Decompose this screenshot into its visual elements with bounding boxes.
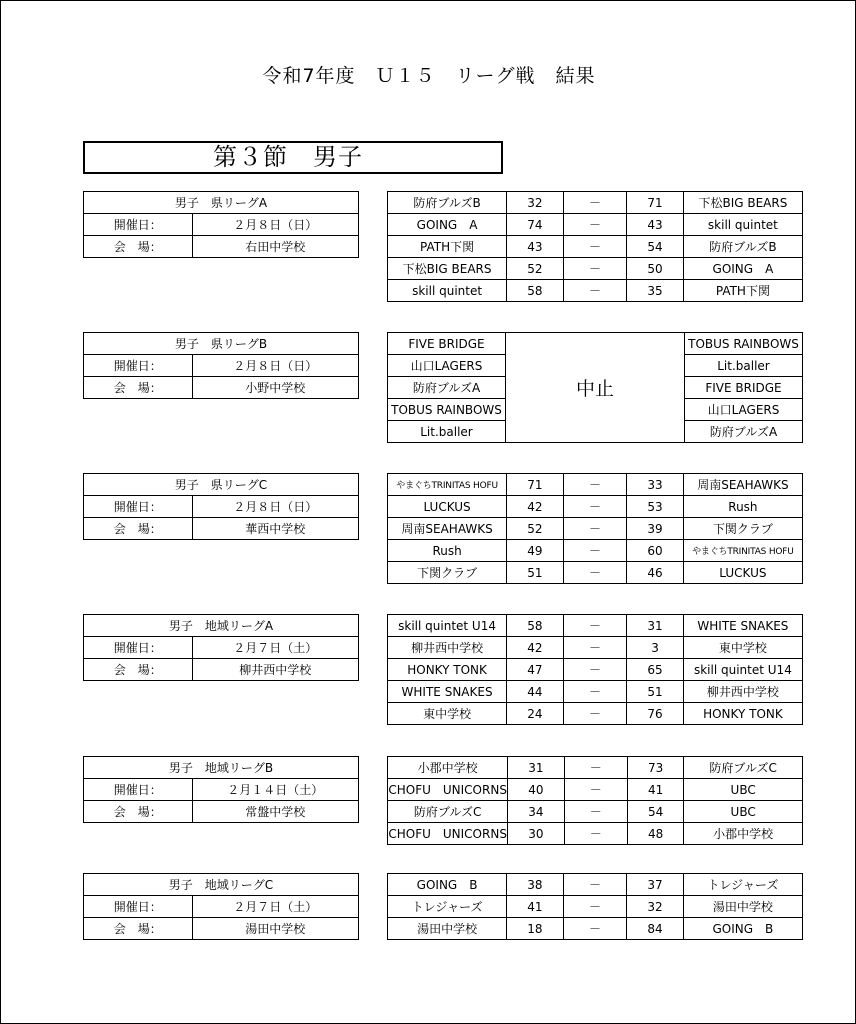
away-score: 71 — [627, 192, 684, 214]
away-team: GOING A — [683, 258, 802, 280]
away-score: 51 — [627, 681, 684, 703]
home-score: 52 — [507, 258, 564, 280]
league-info-table — [83, 756, 359, 823]
match-row — [388, 496, 803, 518]
away-score: 41 — [627, 779, 683, 801]
home-team: 湯田中学校 — [388, 918, 507, 940]
league-results-table — [387, 332, 803, 443]
away-team: 山口LAGERS — [685, 399, 803, 421]
league-venue: 右田中学校 — [192, 236, 358, 258]
away-score: 35 — [627, 280, 684, 302]
date-label: 開催日： — [84, 355, 193, 377]
home-team: 山口LAGERS — [388, 355, 506, 377]
match-row — [388, 518, 803, 540]
date-label: 開催日： — [84, 214, 193, 236]
away-score: 60 — [627, 540, 684, 562]
league-info-table — [83, 873, 359, 940]
home-score: 43 — [507, 236, 564, 258]
match-row — [388, 540, 803, 562]
away-team: Rush — [683, 496, 802, 518]
document-title: 令和7年度 Ｕ１５ リーグ戦 結果 — [262, 65, 596, 87]
date-label: 開催日： — [84, 496, 193, 518]
league-date: ２月８日（日） — [192, 214, 358, 236]
home-team: Lit.baller — [388, 421, 506, 443]
match-row — [388, 615, 803, 637]
league-date: ２月７日（土） — [192, 637, 358, 659]
away-score: 65 — [627, 659, 684, 681]
league-name: 男子 地域リーグA — [84, 615, 359, 637]
away-team: 下関クラブ — [683, 518, 802, 540]
league-venue: 小野中学校 — [192, 377, 358, 399]
away-team: 周南SEAHAWKS — [683, 474, 802, 496]
home-team: FIVE BRIDGE — [388, 333, 506, 355]
venue-label: 会 場： — [84, 377, 193, 399]
score-dash: － — [563, 874, 627, 896]
match-row — [388, 637, 803, 659]
score-dash: － — [564, 757, 627, 779]
match-row — [388, 874, 803, 896]
away-score: 33 — [627, 474, 684, 496]
away-score: 37 — [627, 874, 684, 896]
league-date: ２月８日（日） — [192, 496, 358, 518]
score-dash: － — [563, 236, 627, 258]
home-team: WHITE SNAKES — [388, 681, 507, 703]
home-team: 小郡中学校 — [388, 757, 508, 779]
home-team: skill quintet U14 — [388, 615, 507, 637]
away-team: 防府ブルズC — [684, 757, 803, 779]
home-score: 74 — [507, 214, 564, 236]
away-score: 76 — [627, 703, 684, 725]
league-date: ２月７日（土） — [192, 896, 358, 918]
date-label: 開催日： — [84, 779, 193, 801]
score-dash: － — [563, 192, 627, 214]
score-dash: － — [563, 280, 627, 302]
away-team: GOING B — [683, 918, 802, 940]
away-score: 32 — [627, 896, 684, 918]
away-team: 東中学校 — [683, 637, 802, 659]
score-dash: － — [563, 214, 627, 236]
score-dash: － — [563, 659, 627, 681]
away-team: 湯田中学校 — [683, 896, 802, 918]
league-name: 男子 県リーグB — [84, 333, 359, 355]
home-score: 41 — [507, 896, 564, 918]
match-row — [388, 474, 803, 496]
score-dash: － — [563, 518, 627, 540]
match-row — [388, 562, 803, 584]
league-results-table — [387, 756, 803, 845]
league-name: 男子 地域リーグC — [84, 874, 359, 896]
home-score: 38 — [507, 874, 564, 896]
league-info-table — [83, 191, 359, 258]
league-name: 男子 県リーグA — [84, 192, 359, 214]
home-team: CHOFU UNICORNS — [388, 779, 508, 801]
score-dash: － — [563, 496, 627, 518]
away-score: 54 — [627, 236, 684, 258]
venue-label: 会 場： — [84, 659, 193, 681]
cancelled-label: 中止 — [506, 333, 685, 443]
home-score: 34 — [508, 801, 564, 823]
away-team: UBC — [684, 801, 803, 823]
league-venue: 華西中学校 — [192, 518, 358, 540]
match-row — [388, 801, 803, 823]
match-row — [388, 681, 803, 703]
home-team: CHOFU UNICORNS — [388, 823, 508, 845]
away-score: 50 — [627, 258, 684, 280]
home-score: 52 — [507, 518, 564, 540]
venue-label: 会 場： — [84, 236, 193, 258]
away-team: 防府ブルズA — [685, 421, 803, 443]
match-row — [388, 214, 803, 236]
home-score: 31 — [508, 757, 564, 779]
away-team: LUCKUS — [683, 562, 802, 584]
league-results-table — [387, 873, 803, 940]
league-results-table — [387, 614, 803, 725]
match-row — [388, 280, 803, 302]
away-team: 防府ブルズB — [683, 236, 802, 258]
match-row — [388, 779, 803, 801]
away-team: 下松BIG BEARS — [683, 192, 802, 214]
match-row — [388, 703, 803, 725]
league-date: ２月１４日（土） — [192, 779, 358, 801]
home-score: 51 — [507, 562, 564, 584]
away-team: 小郡中学校 — [684, 823, 803, 845]
home-score: 49 — [507, 540, 564, 562]
away-score: 43 — [627, 214, 684, 236]
away-team: TOBUS RAINBOWS — [685, 333, 803, 355]
score-dash: － — [563, 474, 627, 496]
score-dash: － — [563, 703, 627, 725]
away-team: WHITE SNAKES — [683, 615, 802, 637]
score-dash: － — [563, 562, 627, 584]
score-dash: － — [563, 540, 627, 562]
away-team: HONKY TONK — [683, 703, 802, 725]
league-name: 男子 県リーグC — [84, 474, 359, 496]
match-row — [388, 659, 803, 681]
score-dash: － — [563, 615, 627, 637]
away-team: FIVE BRIDGE — [685, 377, 803, 399]
away-team: トレジャーズ — [683, 874, 802, 896]
home-score: 71 — [507, 474, 564, 496]
match-row — [388, 918, 803, 940]
home-team: TOBUS RAINBOWS — [388, 399, 506, 421]
away-team: Lit.baller — [685, 355, 803, 377]
league-info-table — [83, 614, 359, 681]
score-dash: － — [564, 823, 627, 845]
away-team: 柳井西中学校 — [683, 681, 802, 703]
home-score: 44 — [507, 681, 564, 703]
score-dash: － — [564, 801, 627, 823]
score-dash: － — [563, 258, 627, 280]
home-score: 42 — [507, 637, 564, 659]
venue-label: 会 場： — [84, 918, 193, 940]
home-score: 32 — [507, 192, 564, 214]
home-score: 24 — [507, 703, 564, 725]
league-venue: 柳井西中学校 — [192, 659, 358, 681]
home-team: 東中学校 — [388, 703, 507, 725]
away-score: 53 — [627, 496, 684, 518]
venue-label: 会 場： — [84, 518, 193, 540]
home-team: HONKY TONK — [388, 659, 507, 681]
home-score: 40 — [508, 779, 564, 801]
home-score: 30 — [508, 823, 564, 845]
home-team: 防府ブルズC — [388, 801, 508, 823]
home-team: 防府ブルズA — [388, 377, 506, 399]
match-row — [388, 333, 803, 355]
match-row — [388, 757, 803, 779]
home-team: LUCKUS — [388, 496, 507, 518]
home-team: skill quintet — [388, 280, 507, 302]
away-team: UBC — [684, 779, 803, 801]
score-dash: － — [563, 896, 627, 918]
league-date: ２月８日（日） — [192, 355, 358, 377]
match-row — [388, 823, 803, 845]
league-info-table — [83, 332, 359, 399]
league-venue: 湯田中学校 — [192, 918, 358, 940]
score-dash: － — [563, 637, 627, 659]
venue-label: 会 場： — [84, 801, 193, 823]
league-results-table — [387, 473, 803, 584]
away-score: 73 — [627, 757, 683, 779]
away-score: 84 — [627, 918, 684, 940]
away-score: 46 — [627, 562, 684, 584]
away-team: skill quintet — [683, 214, 802, 236]
home-team: 周南SEAHAWKS — [388, 518, 507, 540]
score-dash: － — [564, 779, 627, 801]
away-team: PATH下関 — [683, 280, 802, 302]
away-team: skill quintet U14 — [683, 659, 802, 681]
league-results-table — [387, 191, 803, 302]
date-label: 開催日： — [84, 896, 193, 918]
home-score: 18 — [507, 918, 564, 940]
away-score: 39 — [627, 518, 684, 540]
section-header: 第３節 男子 — [83, 141, 503, 174]
home-score: 42 — [507, 496, 564, 518]
match-row — [388, 192, 803, 214]
league-venue: 常盤中学校 — [192, 801, 358, 823]
match-row — [388, 236, 803, 258]
home-team: 防府ブルズB — [388, 192, 507, 214]
away-score: 31 — [627, 615, 684, 637]
home-team: トレジャーズ — [388, 896, 507, 918]
home-team: 柳井西中学校 — [388, 637, 507, 659]
match-row — [388, 258, 803, 280]
home-team: 下関クラブ — [388, 562, 507, 584]
away-score: 54 — [627, 801, 683, 823]
away-score: 3 — [627, 637, 684, 659]
away-team: やまぐちTRINITAS HOFU — [683, 540, 802, 562]
league-info-table — [83, 473, 359, 540]
home-team: やまぐちTRINITAS HOFU — [388, 474, 507, 496]
score-dash: － — [563, 918, 627, 940]
home-team: Rush — [388, 540, 507, 562]
home-team: PATH下関 — [388, 236, 507, 258]
home-team: GOING B — [388, 874, 507, 896]
score-dash: － — [563, 681, 627, 703]
home-score: 58 — [507, 280, 564, 302]
home-team: GOING A — [388, 214, 507, 236]
away-score: 48 — [627, 823, 683, 845]
home-team: 下松BIG BEARS — [388, 258, 507, 280]
home-score: 58 — [507, 615, 564, 637]
league-name: 男子 地域リーグB — [84, 757, 359, 779]
match-row — [388, 896, 803, 918]
home-score: 47 — [507, 659, 564, 681]
date-label: 開催日： — [84, 637, 193, 659]
